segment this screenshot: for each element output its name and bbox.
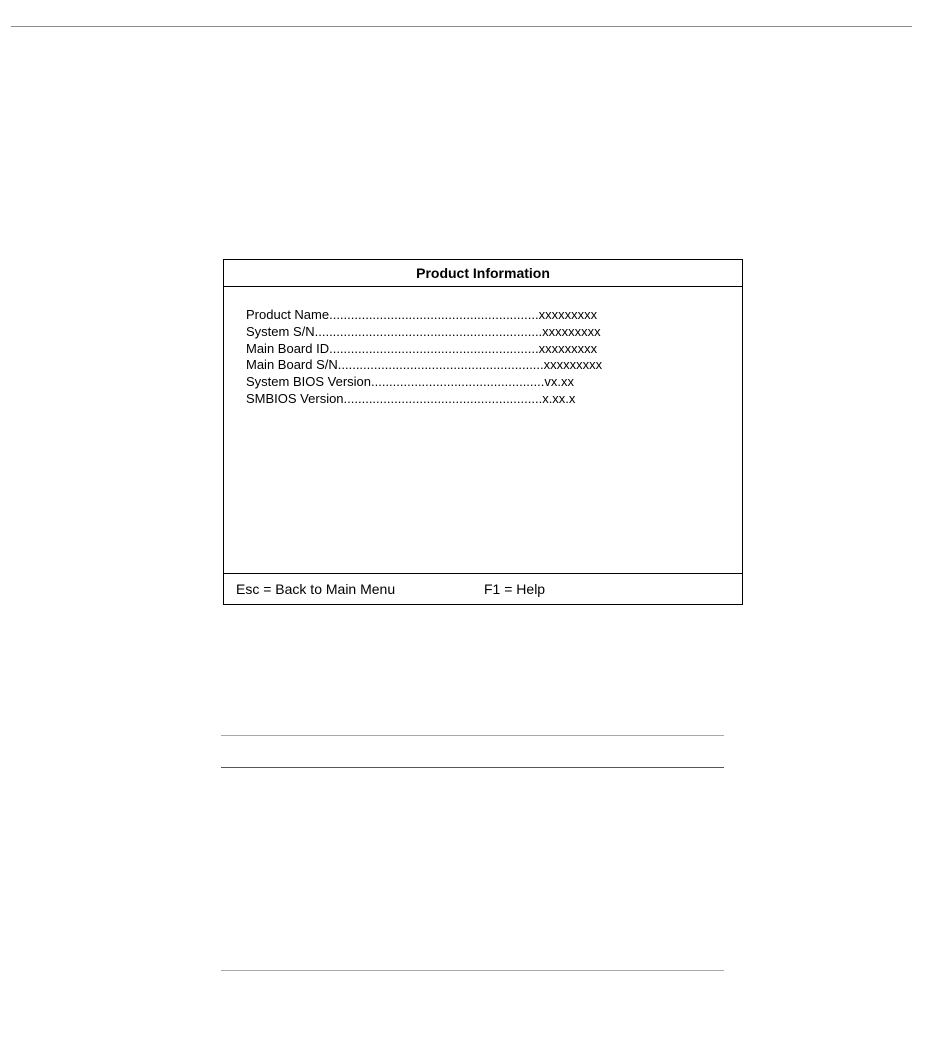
main-board-id-row: Main Board ID..........................................................xxxxxxxxx xyxy=(246,340,598,356)
f1-help-hint: F1 = Help xyxy=(484,581,546,597)
smbios-version-row: SMBIOS Version.......................................................x.xx.x xyxy=(246,390,576,406)
product-info-list xyxy=(246,307,602,408)
table-bottom-rule xyxy=(221,970,724,971)
table-header-rule xyxy=(221,767,724,768)
table-top-rule xyxy=(221,735,724,736)
screen-footer xyxy=(224,573,742,605)
main-board-sn-row: Main Board S/N.........................................................xxxxxxxxx xyxy=(246,357,603,373)
system-bios-version-row: System BIOS Version................................................vx.xx xyxy=(246,374,574,390)
system-sn-row: System S/N...............................................................xxxxxxxxx xyxy=(246,323,601,339)
page-header-rule xyxy=(11,26,912,27)
product-name-row: Product Name..........................................................xxxxxxxxx xyxy=(246,307,598,322)
screen-title: Product Information xyxy=(224,260,742,287)
esc-key-hint: Esc = Back to Main Menu xyxy=(236,581,396,597)
bios-screen xyxy=(223,259,743,605)
